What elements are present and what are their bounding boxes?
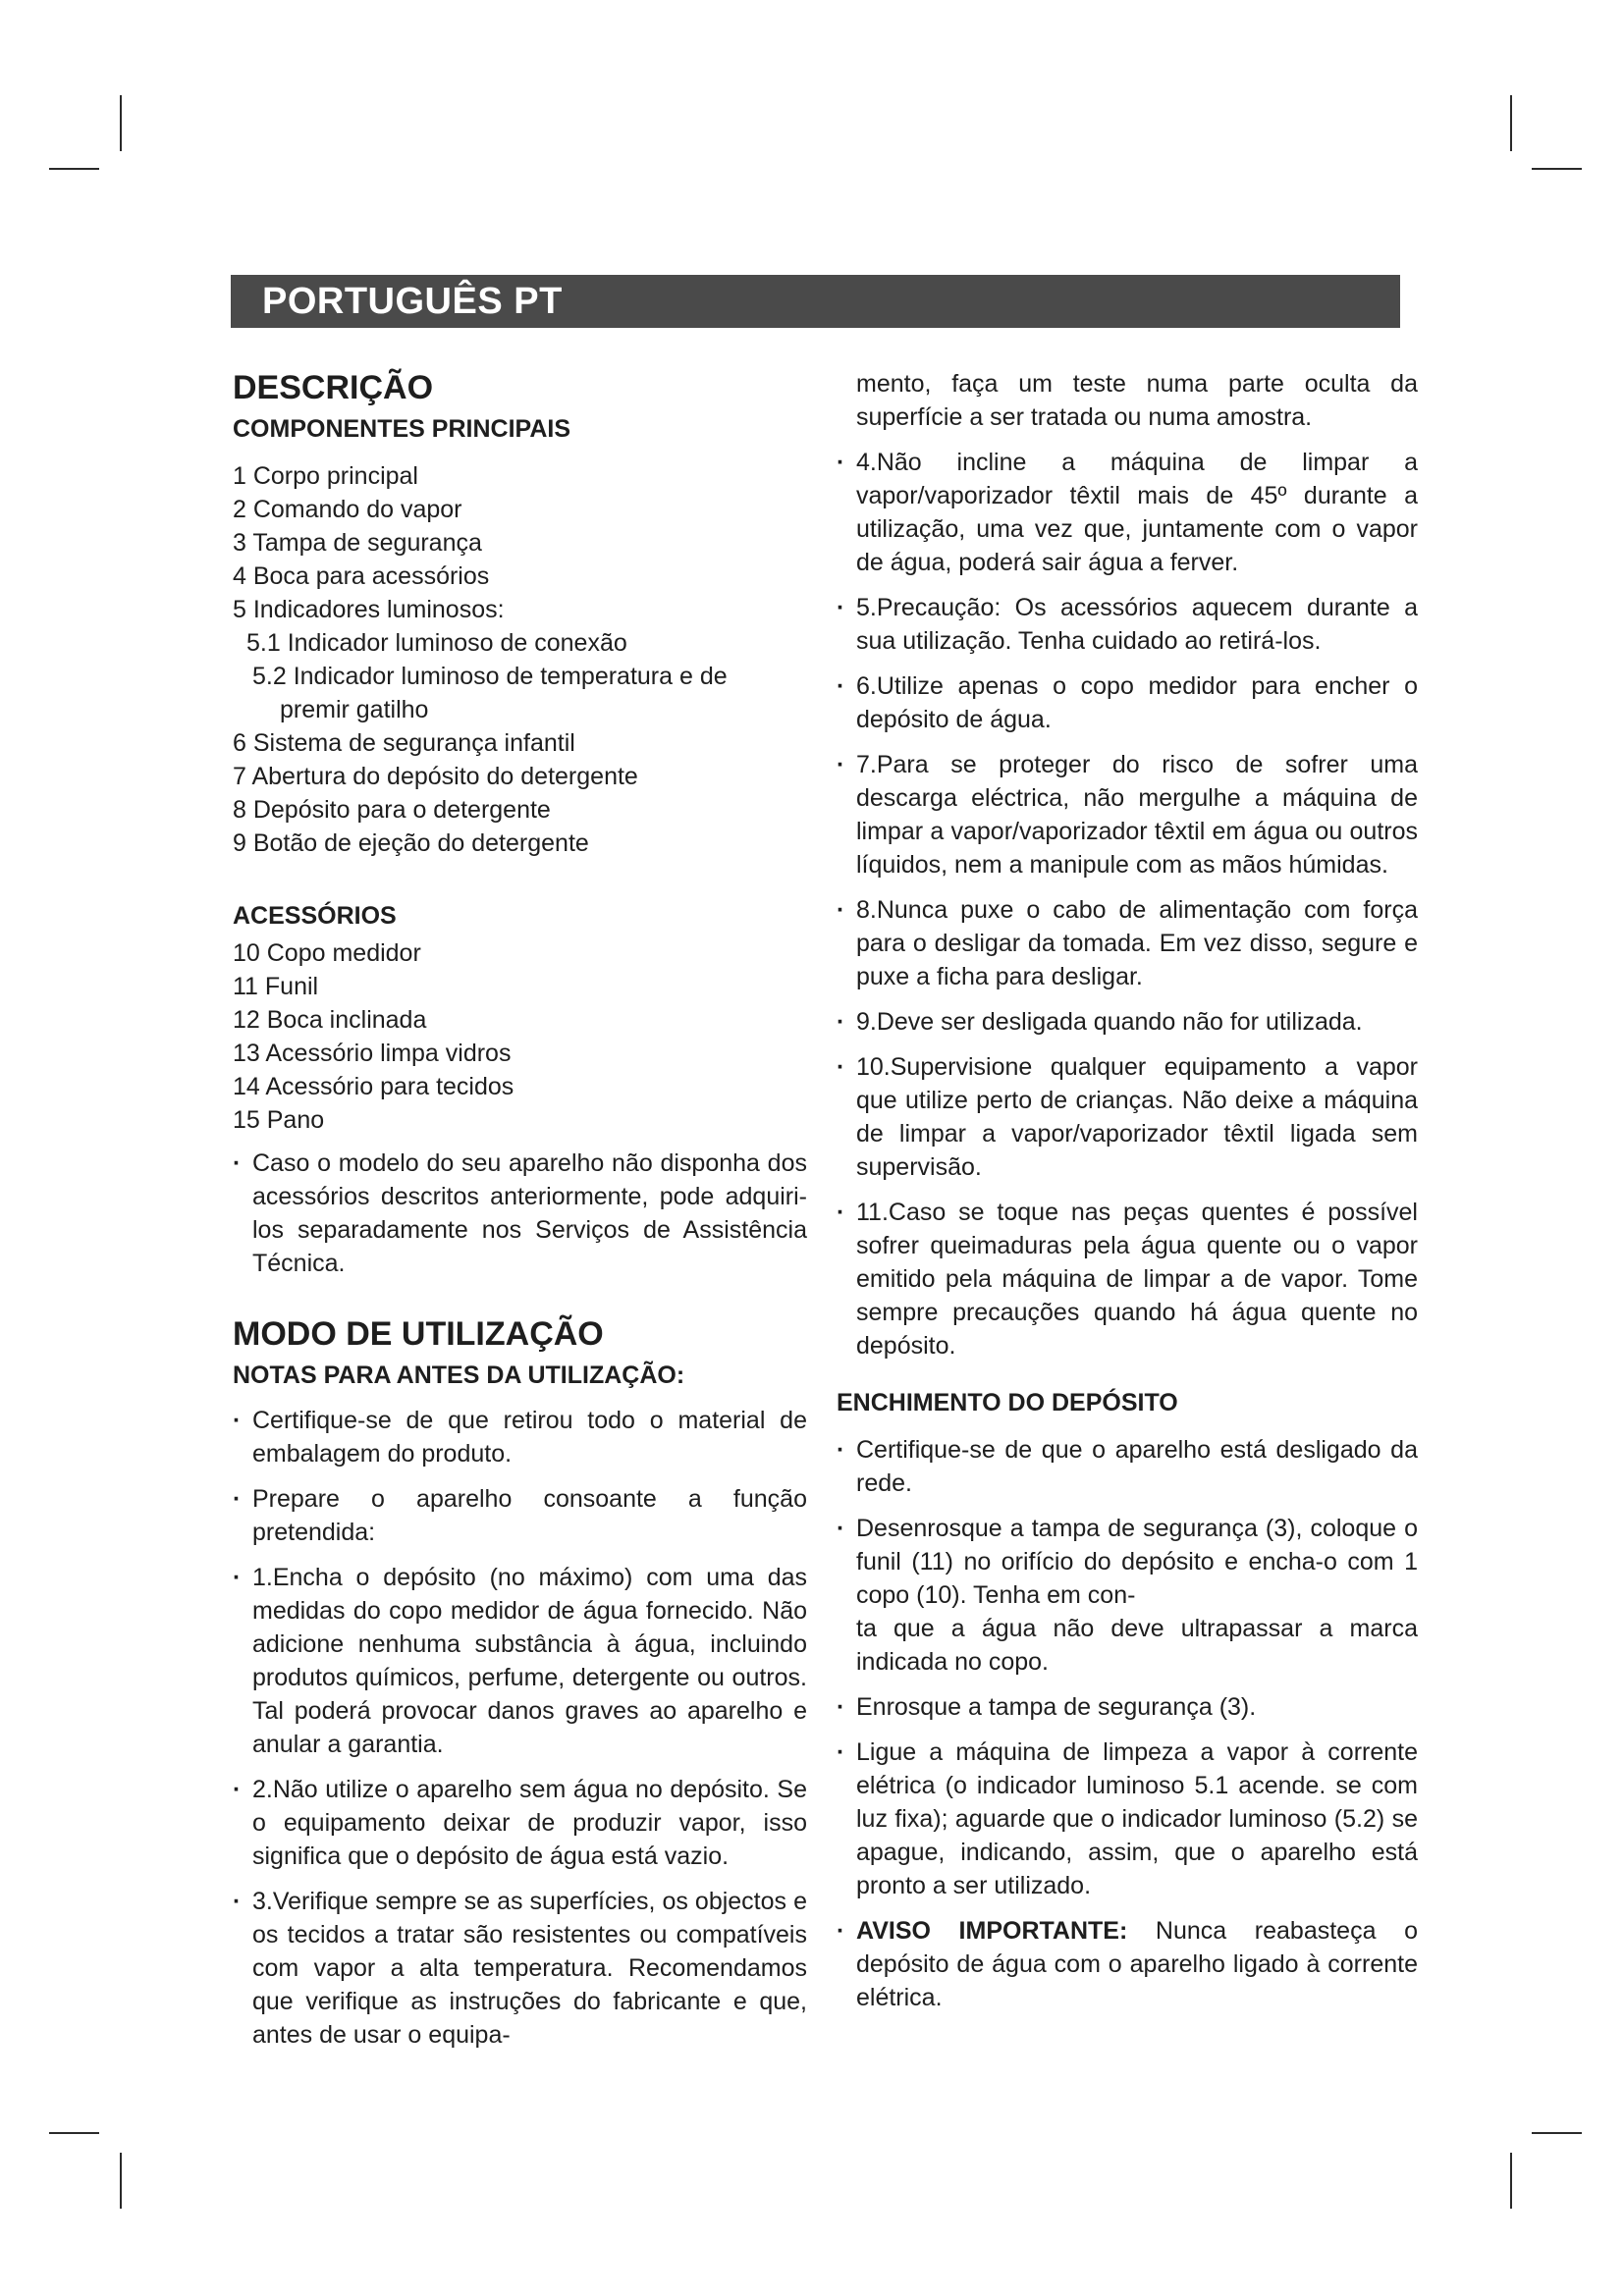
filling-item — [837, 1735, 1418, 1902]
note-item — [233, 1404, 807, 1470]
warning-text: Nunca reabasteça o depósito de água com o aparelho ligado à corrente elétrica. — [856, 1917, 1418, 2011]
right-column — [837, 367, 1418, 2026]
note-item — [837, 1050, 1418, 1184]
note-text: · Certifique-se de que retirou todo o material de embalagem do produto. — [252, 1407, 807, 1468]
crop-mark — [49, 2132, 99, 2134]
note-item — [837, 1005, 1418, 1039]
crop-mark — [49, 168, 99, 170]
list-item: 10 Copo medidor — [233, 939, 421, 967]
crop-mark — [1510, 2153, 1512, 2209]
note-text: · 11.Caso se toque nas peças quentes é possível sofrer queimaduras pela água quente ou o vapor emitido pela máquina de limpar a de vapor. Tome sempre precauções quando há água quente no depósito. — [856, 1199, 1418, 1360]
components-list — [233, 459, 807, 860]
accessories-title: ACESSÓRIOS — [233, 902, 397, 930]
list-item: 13 Acessório limpa vidros — [233, 1040, 512, 1067]
note-text: · Caso o modelo do seu aparelho não disponha dos acessórios descritos anteriormente, pode adquiri-los separadamente nos Serviços de Assistência Técnica. — [252, 1149, 807, 1277]
list-item: 2 Comando do vapor — [233, 496, 462, 523]
note-text: · 1.Encha o depósito (no máximo) com uma das medidas do copo medidor de água fornecido. Não adicione nenhuma substância à água, incluindo produtos químicos, perfume, detergente ou outros. Tal poderá provocar danos graves ao aparelho e anular a garantia. — [252, 1564, 807, 1758]
filling-title: ENCHIMENTO DO DEPÓSITO — [837, 1389, 1178, 1416]
list-item: 4 Boca para acessórios — [233, 562, 490, 590]
crop-mark — [120, 95, 122, 151]
list-item: 15 Pano — [233, 1106, 325, 1134]
note-text: · 2.Não utilize o aparelho sem água no depósito. Se o equipamento deixar de produzir vapor, isso significa que o depósito de água está vazio. — [252, 1776, 807, 1870]
filling-text: · Desenrosque a tampa de segurança (3), coloque o funil (11) no orifício do depósito e encha-o com 1 copo (10). Tenha em con- — [856, 1515, 1418, 1609]
note-item — [837, 893, 1418, 993]
list-item: premir gatilho — [280, 696, 429, 723]
left-column — [233, 367, 807, 2063]
filling-item — [837, 1690, 1418, 1724]
crop-mark — [1532, 2132, 1582, 2134]
note-item — [233, 1773, 807, 1873]
note-item — [233, 1885, 807, 2052]
filling-text: · Certifique-se de que o aparelho está desligado da rede. — [856, 1436, 1418, 1497]
list-item: 5.1 Indicador luminoso de conexão — [246, 629, 627, 657]
filling-text: · Enrosque a tampa de segurança (3). — [856, 1693, 1257, 1721]
note-text: · 3.Verifique sempre se as superfícies, os objectos e os tecidos a tratar são resistentes ou compatíveis com vapor a alta temperatura. Recomendamos que verifique as instruções do fabricante e que, antes de usar o equipa- — [252, 1888, 807, 2049]
note-text: · 8.Nunca puxe o cabo de alimentação com força para o desligar da tomada. Em vez disso, segure e puxe a ficha para desligar. — [856, 896, 1418, 990]
crop-mark — [1532, 168, 1582, 170]
crop-mark — [120, 2153, 122, 2209]
language-banner: PORTUGUÊS PT — [231, 275, 1400, 328]
description-title: DESCRIÇÃO — [233, 369, 434, 406]
note-item — [837, 669, 1418, 736]
note-text: · 7.Para se proteger do risco de sofrer uma descarga eléctrica, não mergulhe a máquina de limpar a vapor/vaporizador têxtil em água ou outros líquidos, nem a manipule com as mãos húmidas. — [856, 751, 1418, 879]
components-title: COMPONENTES PRINCIPAIS — [233, 415, 571, 443]
note-text: · 6.Utilize apenas o copo medidor para encher o depósito de água. — [856, 672, 1418, 733]
note-item — [837, 748, 1418, 881]
filling-text: · Ligue a máquina de limpeza a vapor à corrente elétrica (o indicador luminoso 5.1 acende. se com luz fixa); aguarde que o indicador luminoso (5.2) se apague, indicando, assim, que o aparelho está pronto a ser utilizado. — [856, 1738, 1418, 1899]
note-item — [233, 1482, 807, 1549]
filling-continuation: ta que a água não deve ultrapassar a marca indicada no copo. — [856, 1615, 1418, 1676]
note-text: · 9.Deve ser desligada quando não for utilizada. — [856, 1008, 1363, 1036]
note-item — [837, 1196, 1418, 1362]
note-text: · 5.Precaução: Os acessórios aquecem durante a sua utilização. Tenha cuidado ao retirá-los. — [856, 594, 1418, 655]
note-text: · Prepare o aparelho consoante a função pretendida: — [252, 1485, 807, 1546]
list-item: 1 Corpo principal — [233, 462, 418, 490]
note-text: · 10.Supervisione qualquer equipamento a vapor que utilize perto de crianças. Não deixe a máquina de limpar a vapor/vaporizador têxtil ligada sem supervisão. — [856, 1053, 1418, 1181]
list-item: 3 Tampa de segurança — [233, 529, 482, 557]
note-item — [837, 446, 1418, 579]
warning-item — [837, 1914, 1418, 2014]
list-item: 8 Depósito para o detergente — [233, 796, 551, 824]
note-item — [233, 1561, 807, 1761]
accessories-note — [233, 1147, 807, 1280]
notes-title: NOTAS PARA ANTES DA UTILIZAÇÃO: — [233, 1362, 685, 1389]
list-item: 5.2 Indicador luminoso de temperatura e de — [252, 663, 728, 690]
warning-label: AVISO IMPORTANTE: — [856, 1917, 1128, 1945]
list-item: 6 Sistema de segurança infantil — [233, 729, 575, 757]
filling-item — [837, 1512, 1418, 1612]
crop-mark — [1510, 95, 1512, 151]
list-item: 11 Funil — [233, 973, 319, 1000]
list-item: 9 Botão de ejeção do detergente — [233, 829, 589, 857]
list-item: 5 Indicadores luminosos: — [233, 596, 505, 623]
list-item: 7 Abertura do depósito do detergente — [233, 763, 638, 790]
list-item: 12 Boca inclinada — [233, 1006, 427, 1034]
list-item: 14 Acessório para tecidos — [233, 1073, 514, 1100]
usage-title: MODO DE UTILIZAÇÃO — [233, 1315, 604, 1353]
note-item — [837, 591, 1418, 658]
accessories-list — [233, 936, 807, 1137]
filling-item — [837, 1433, 1418, 1500]
continuation-text: mento, faça um teste numa parte oculta da superfície a ser tratada ou numa amostra. — [856, 370, 1418, 431]
note-text: · 4.Não incline a máquina de limpar a vapor/vaporizador têxtil mais de 45º durante a utilização, uma vez que, juntamente com o vapor de água, poderá sair água a ferver. — [856, 449, 1418, 576]
